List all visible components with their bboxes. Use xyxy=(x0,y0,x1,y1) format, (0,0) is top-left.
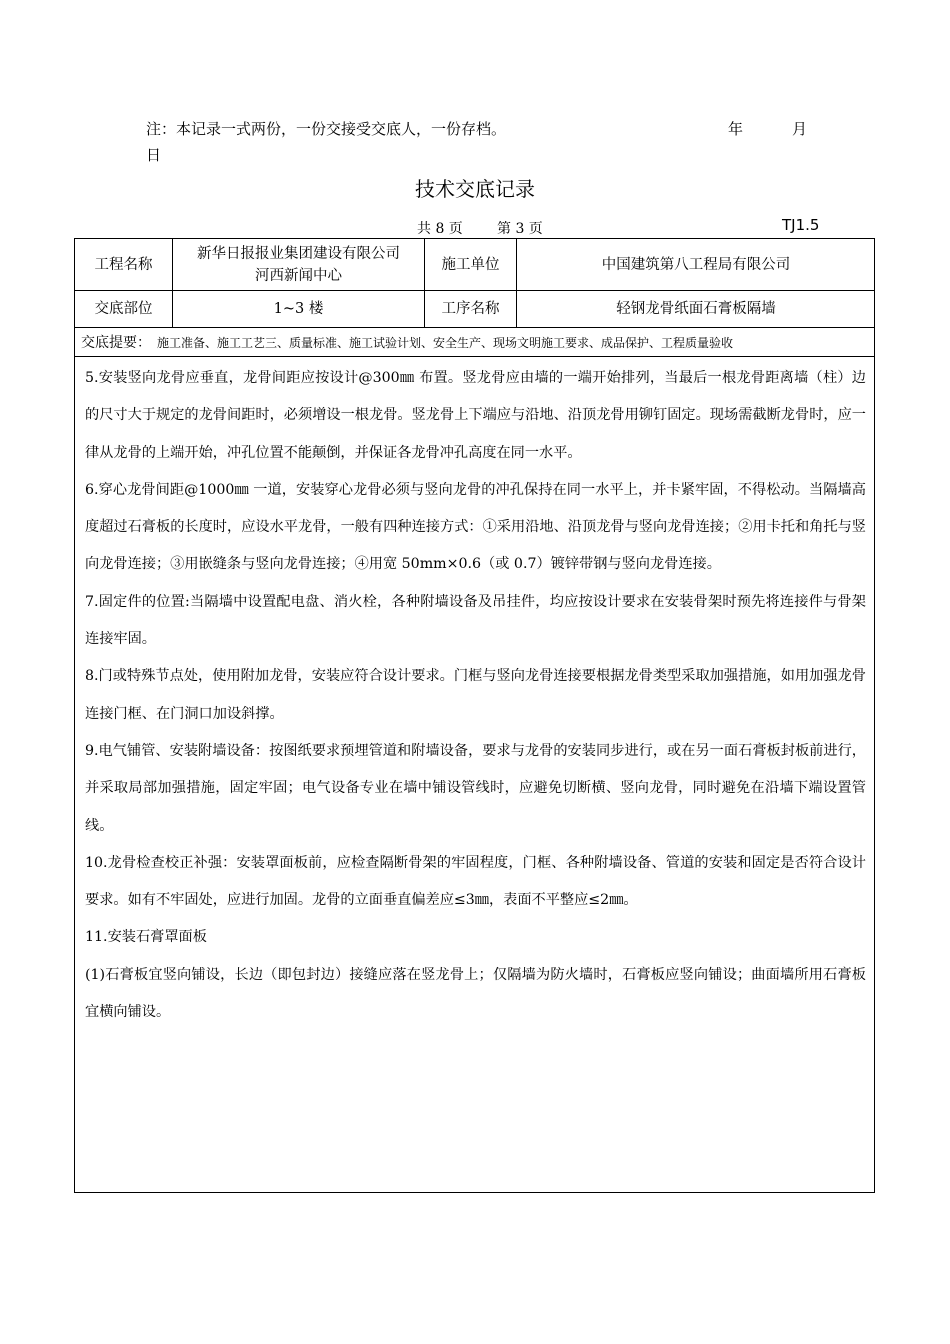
project-name-label: 工程名称 xyxy=(94,256,153,273)
paragraph-10: 10.龙骨检查校正补强：安装罩面板前，应检查隔断骨架的牢固程度，门框、各种附墙设备、管道的安装和固定是否符合设计要求。如有不牢固处，应进行加固。龙骨的立面垂直偏差应≤3㎜，表面不平整应≤2㎜。 xyxy=(85,854,866,909)
paragraph-6: 6.穿心龙骨间距@1000㎜ 一道，安装穿心龙骨必须与竖向龙骨的冲孔保持在同一水平上，并卡紧牢固，不得松动。当隔墙高度超过石膏板的长度时，应设水平龙骨，一般有四种连接方式：①采用沿地、沿顶龙骨与竖向龙骨连接；②用卡托和角托与竖向龙骨连接；③用嵌缝条与竖向龙骨连接；④用宽 50mm×0.6（或 0.7）镀锌带钢与竖向龙骨连接。 xyxy=(85,481,866,573)
summary-label: 交底提要： xyxy=(81,335,151,351)
note-month-label: 月 xyxy=(792,120,808,138)
note-year-label: 年 xyxy=(728,120,744,138)
row-divider xyxy=(75,327,874,328)
paragraph-11: 11.安装石膏罩面板 xyxy=(85,929,207,946)
process-label: 工序名称 xyxy=(441,301,500,317)
paragraph-9: 9.电气铺管、安装附墙设备：按图纸要求预埋管道和附墙设备，要求与龙骨的安装同步进行，或在另一面石膏板封板前进行，并采取局部加强措施，固定牢固；电气设备专业在墙中铺设管线时，应避免切断横、竖向龙骨，同时避免在沿墙下端设置管线。 xyxy=(85,742,866,834)
record-table xyxy=(74,238,875,1193)
document-title: 技术交底记录 xyxy=(415,177,535,201)
summary-text: 施工准备、施工工艺三、质量标准、施工试验计划、安全生产、现场文明施工要求、成品保护、工程质量验收 xyxy=(157,335,734,350)
paragraph-7: 7.固定件的位置:当隔墙中设置配电盘、消火栓，各种附墙设备及吊挂件，均应按设计要求在安装骨架时预先将连接件与骨架连接牢固。 xyxy=(85,593,866,648)
contractor-label: 施工单位 xyxy=(441,256,500,273)
process-value: 轻钢龙骨纸面石膏板隔墙 xyxy=(616,301,776,317)
paragraph-5: 5.安装竖向龙骨应垂直，龙骨间距应按设计@300㎜ 布置。竖龙骨应由墙的一端开始排列，当最后一根龙骨距离墙（柱）边的尺寸大于规定的龙骨间距时，必须增设一根龙骨。竖龙骨上下端应与沿地、沿顶龙骨用铆钉固定。现场需截断龙骨时，应一律从龙骨的上端开始，冲孔位置不能颠倒，并保证各龙骨冲孔高度在同一水平。 xyxy=(85,370,866,461)
project-name-value xyxy=(173,239,424,290)
contractor-value: 中国建筑第八工程局有限公司 xyxy=(601,256,791,273)
record-note: 注：本记录一式两份，一份交接受交底人，一份存档。 xyxy=(146,120,507,138)
form-code: TJ1.5 xyxy=(782,216,820,234)
project-name-line-1: 新华日报报业集团建设有限公司 xyxy=(197,245,400,262)
summary-row xyxy=(81,329,733,355)
row-divider xyxy=(75,356,874,357)
paragraph-8: 8.门或特殊节点处，使用附加龙骨，安装应符合设计要求。门框与竖向龙骨连接要根据龙骨类型采取加强措施，如用加强龙骨连接门框、在门洞口加设斜撑。 xyxy=(85,668,866,722)
project-name-line-2: 河西新闻中心 xyxy=(255,267,342,284)
location-value: 1~3 楼 xyxy=(273,301,324,317)
page-current: 第 3 页 xyxy=(497,221,543,237)
briefing-content xyxy=(85,360,866,1031)
location-label: 交底部位 xyxy=(94,301,153,317)
page-total: 共 8 页 xyxy=(417,221,463,237)
paragraph-11-1: (1)石膏板宜竖向铺设，长边（即包封边）接缝应落在竖龙骨上；仅隔墙为防火墙时，石膏板应竖向铺设；曲面墙所用石膏板宜横向铺设。 xyxy=(85,966,866,1021)
note-day-label: 日 xyxy=(146,146,162,164)
